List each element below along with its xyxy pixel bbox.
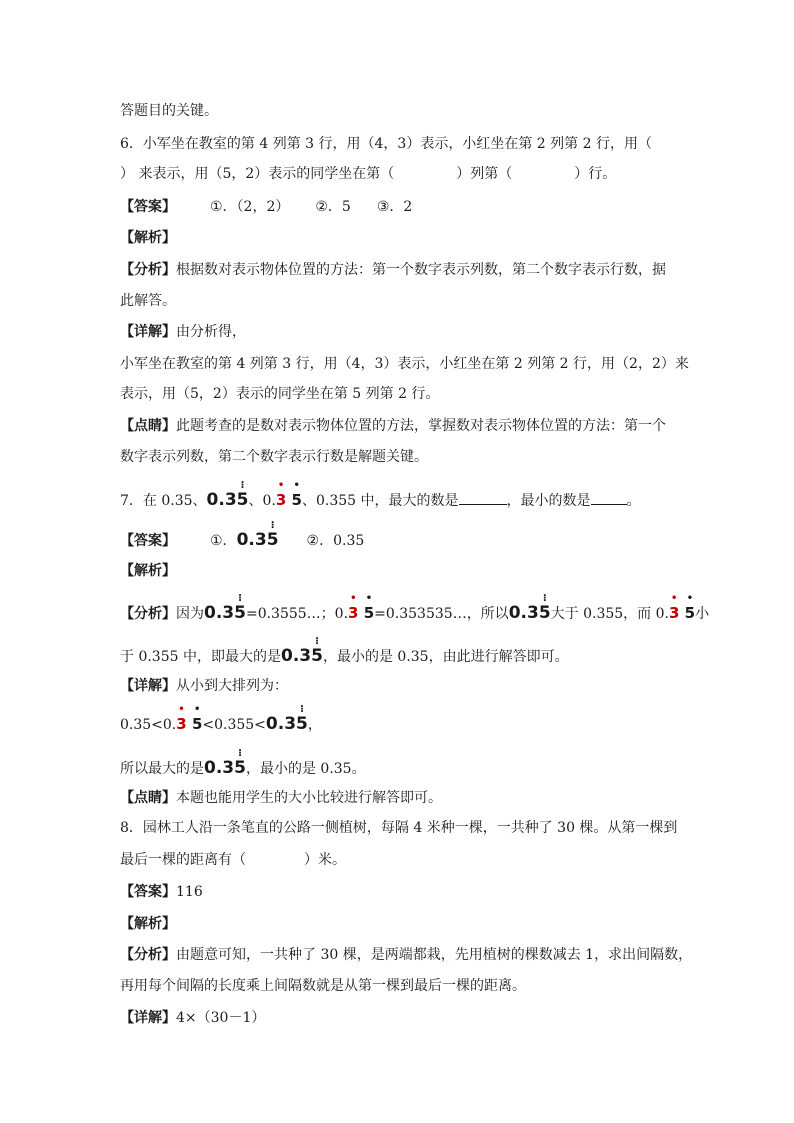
q6-answer — [120, 197, 412, 217]
q7-fenxi — [120, 593, 710, 624]
q6-text: ） 来表示，用（5，2）表示的同学坐在第（ — [120, 166, 395, 182]
repeating-decimal: 0.3 ⁝ 5 — [204, 748, 246, 778]
q8-answer — [120, 882, 203, 902]
q7-question — [120, 480, 641, 511]
answer-blank — [591, 490, 627, 505]
q7-text: 0.35<0. — [120, 717, 177, 733]
q8-jiexi-heading: 【解析】 — [120, 916, 176, 932]
intro-text: 答题目的关键。 — [120, 103, 218, 119]
repeating-decimal: 0.3 ⁝ 5 — [280, 636, 323, 666]
answer-label: 【答案】 — [120, 884, 176, 900]
q6-fenxi-cont: 此解答。 — [120, 293, 176, 309]
repeating-decimal: • 3 • 5 — [176, 704, 203, 733]
q7-text: 于 0.355 中，即最大的是 — [120, 649, 281, 665]
q7-answer-2: ②．0.35 — [306, 533, 365, 549]
q7-dianjing — [120, 788, 442, 808]
repeating-decimal: • 3 • 5 — [275, 480, 302, 509]
q7-text: ，最小的是 0.35，由此进行解答即可。 — [322, 649, 569, 665]
q7-jiexi-heading: 【解析】 — [120, 563, 176, 579]
q6-text: ）列第（ — [456, 166, 513, 182]
q6-answer-2: ②．5 — [315, 199, 351, 215]
q7-xiangjie — [120, 676, 288, 696]
q8-xiangjie — [120, 1008, 265, 1028]
q7-text: ，最小的是 0.35。 — [245, 761, 366, 777]
q7-text: =0.353535…，所以 — [374, 606, 509, 622]
q7-fenxi-cont — [120, 636, 569, 667]
q7-text: 所以最大的是 — [120, 761, 204, 777]
q7-text: 、0. — [248, 493, 276, 509]
q7-text: =0.3555…；0. — [245, 606, 349, 622]
q7-text: ， — [307, 717, 322, 733]
q8-question-line1: 8．园林工人沿一条笔直的公路一侧植树，每隔 4 米种一棵，一共种了 30 棵。从第一棵到 — [120, 820, 678, 836]
q7-text: 因为 — [176, 606, 204, 622]
fenxi-label: 【分析】 — [120, 606, 176, 622]
q6-answer-1: ①．（2，2） — [210, 199, 290, 215]
answer-label: 【答案】 — [120, 199, 176, 215]
q6-fenxi — [120, 260, 666, 280]
q7-text: 小 — [695, 606, 710, 622]
q7-xiangjie-text: 从小到大排列为： — [176, 678, 288, 694]
q8-fenxi — [120, 945, 692, 965]
q8-fenxi-text: 由题意可知，一共种了 30 棵，是两端都栽，先用植树的棵数减去 1，求出间隔数， — [176, 947, 693, 963]
q7-text: 7．在 0.35、 — [120, 493, 207, 509]
q8-text: 最后一棵的距离有（ — [120, 852, 246, 868]
answer-blank — [459, 490, 507, 505]
q7-answer — [120, 520, 365, 551]
repeating-decimal: 0.3 ⁝ 5 — [265, 704, 308, 734]
q6-dianjing — [120, 416, 666, 436]
fenxi-label: 【分析】 — [120, 262, 176, 278]
q6-text: ）行。 — [574, 166, 617, 182]
q8-fenxi-cont: 再用每个间隔的长度乘上间隔数就是从第一棵到最后一棵的距离。 — [120, 978, 526, 994]
q7-answer-1: ①． — [210, 533, 237, 549]
q6-fenxi-text: 根据数对表示物体位置的方法：第一个数字表示列数，第二个数字表示行数，据 — [176, 262, 666, 278]
q6-xiangjie-line3: 表示，用（5，2）表示的同学坐在第 5 列第 2 行。 — [120, 386, 440, 402]
answer-label: 【答案】 — [120, 533, 176, 549]
xiangjie-label: 【详解】 — [120, 678, 176, 694]
q6-answer-3: ③．2 — [376, 199, 413, 215]
q6-xiangjie-line2: 小军坐在教室的第 4 列第 3 行，用（4，3）表示，小红坐在第 2 列第 2 行，用（2，2）来 — [120, 356, 689, 372]
q8-question-line2 — [120, 850, 346, 870]
xiangjie-label: 【详解】 — [120, 324, 176, 340]
q7-text: 大于 0.355，而 0. — [550, 606, 669, 622]
q6-dianjing-line2: 数字表示列数，第二个数字表示行数是解题关键。 — [120, 449, 428, 465]
dianjing-label: 【点睛】 — [120, 418, 176, 434]
repeating-decimal: 0.3 ⁝ 5 — [204, 593, 246, 623]
q7-text: 。 — [626, 493, 641, 509]
q7-order — [120, 704, 322, 735]
xiangjie-label: 【详解】 — [120, 1010, 176, 1026]
repeating-decimal: • 3 • 5 — [348, 593, 375, 622]
q7-text: 、0.355 中，最大的数是 — [301, 493, 459, 509]
repeating-decimal: • 3 • 5 — [669, 593, 696, 622]
q6-xiangjie-text: 由分析得， — [176, 324, 246, 340]
q6-xiangjie — [120, 322, 246, 342]
q6-dianjing-text: 此题考查的是数对表示物体位置的方法，掌握数对表示物体位置的方法：第一个 — [176, 418, 666, 434]
q7-dianjing-text: 本题也能用学生的大小比较进行解答即可。 — [176, 790, 442, 806]
repeating-decimal: 0.3 ⁝ 5 — [236, 520, 279, 550]
q8-xiangjie-text: 4×（30－1） — [176, 1010, 266, 1026]
q7-conclusion — [120, 748, 366, 779]
dianjing-label: 【点睛】 — [120, 790, 176, 806]
q7-text: ，最小的数是 — [506, 493, 591, 509]
fenxi-label: 【分析】 — [120, 947, 176, 963]
q8-answer-value: 116 — [176, 884, 203, 900]
q8-text: ）米。 — [304, 852, 346, 868]
repeating-decimal: 0.3 ⁝ 5 — [206, 480, 249, 510]
q6-question-line2 — [120, 164, 616, 184]
q6-jiexi-heading: 【解析】 — [120, 230, 176, 246]
q7-text: <0.355< — [202, 717, 266, 733]
q6-question-line1: 6．小军坐在教室的第 4 列第 3 行，用（4，3）表示，小红坐在第 2 列第 2 行，用（ — [120, 136, 652, 152]
repeating-decimal: 0.3 ⁝ 5 — [508, 593, 551, 623]
